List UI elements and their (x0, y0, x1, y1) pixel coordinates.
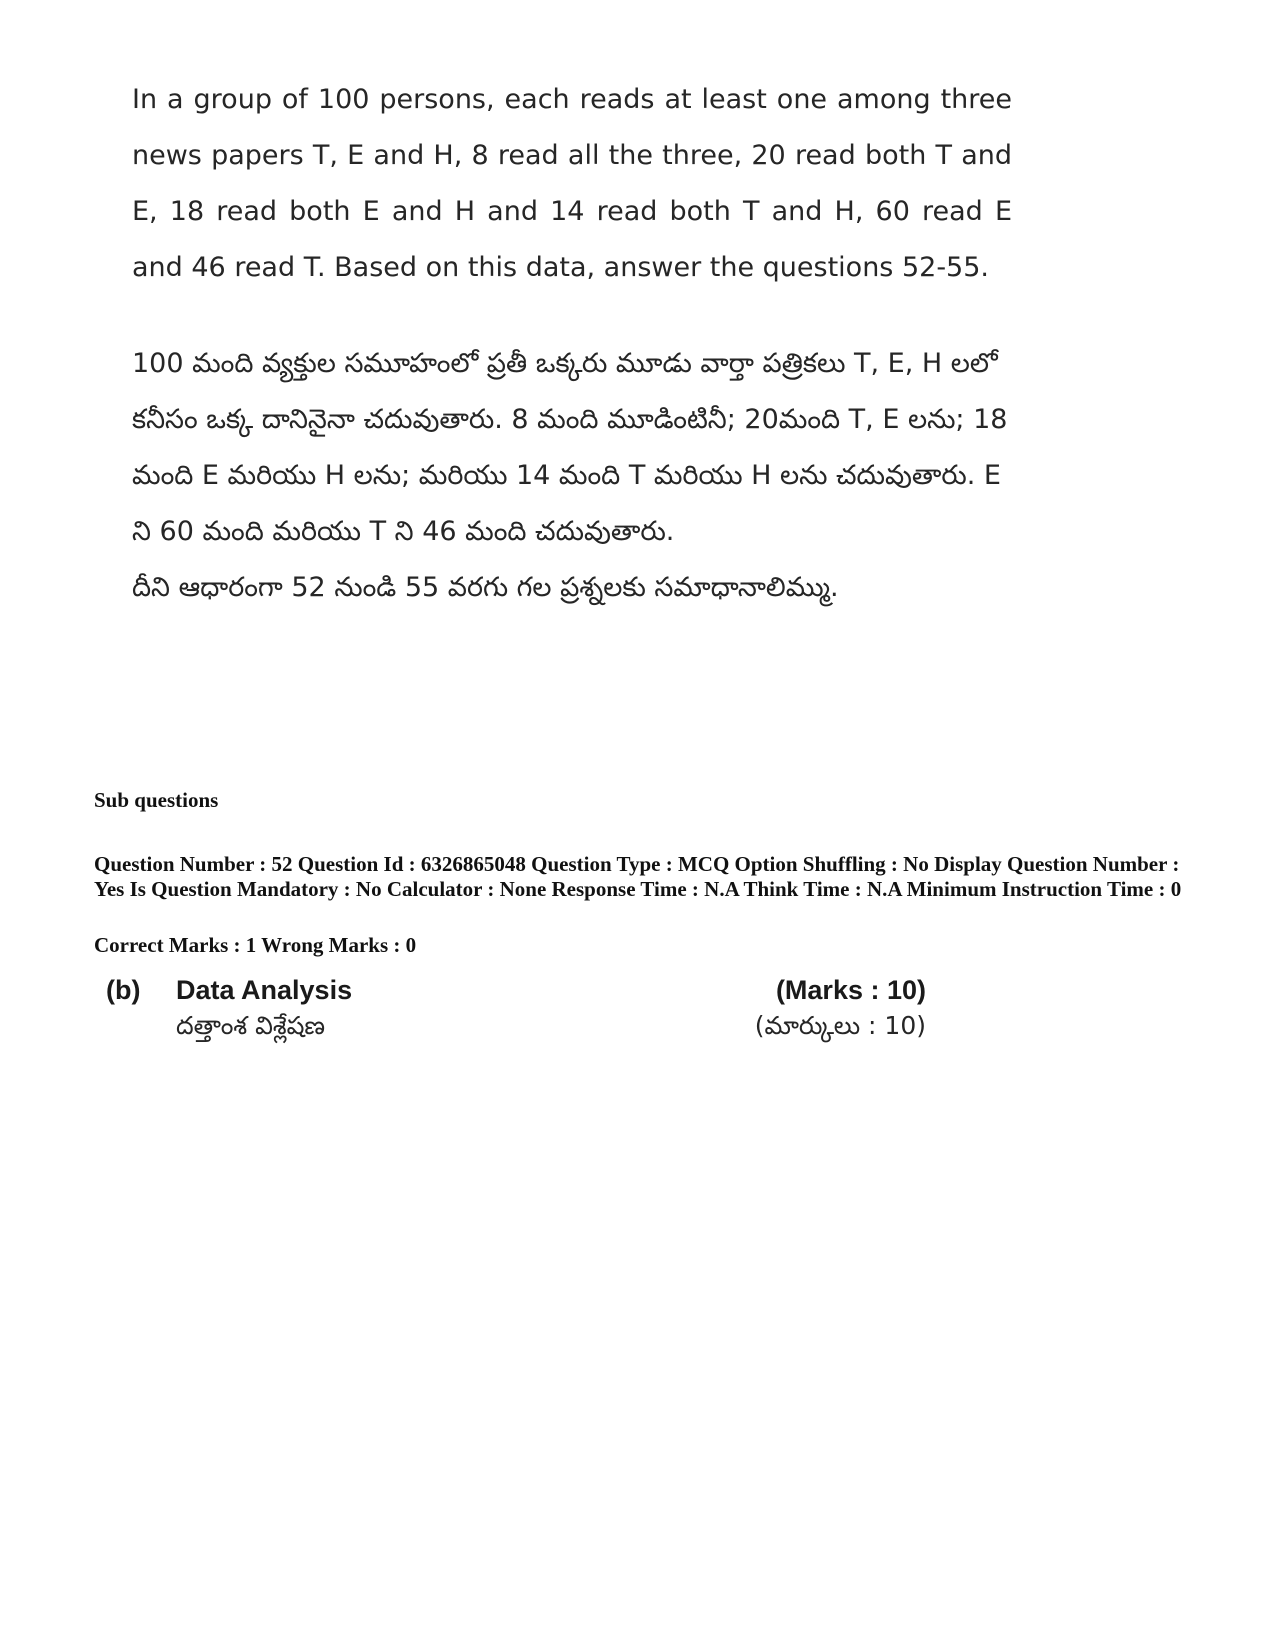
section-title-telugu: దత్తాంశ విశ్లేషణ (176, 1011, 326, 1040)
section-title-english: Data Analysis (176, 975, 353, 1005)
passage-english: In a group of 100 persons, each reads at least one among three news papers T, E and H, 8 read all the three, 20 read both T and E, 18 read both E and H and 14 read both T and H, 60 read E and 46 read T. Based on this data, answer the questions 52-55. (132, 84, 1012, 283)
sub-questions-heading: Sub questions (94, 788, 219, 812)
section-label: (b) (106, 975, 141, 1005)
marks-line: Correct Marks : 1 Wrong Marks : 0 (94, 933, 417, 957)
passage-block (132, 72, 1012, 616)
question-meta: Question Number : 52 Question Id : 6326865048 Question Type : MCQ Option Shuffling : No Display Question Number : Yes Is Question Mandatory : No Calculator : None Response Time : N.A Think Time : N.A Minimum Instruction Time : 0 (94, 852, 1182, 901)
section-marks-telugu: (మార్కులు : 10) (754, 1011, 926, 1040)
passage-telugu: 100 మంది వ్యక్తుల సమూహంలో ప్రతీ ఒక్కరు మూడు వార్తా పత్రికలు T, E, H లలో కనీసం ఒక్క దానినైనా చదువుతారు. 8 మంది మూడింటినీ; 20మంది T, E లను; 18 మంది E మరియు H లను; మరియు 14 మంది T మరియు H లను చదువుతారు. E ని 60 మంది మరియు T ని 46 మంది చదువుతారు. (132, 348, 1008, 547)
passage-telugu-instruction: దీని ఆధారంగా 52 నుండి 55 వరగు గల ప్రశ్నలకు సమాధానాలిమ్ము. (132, 572, 839, 603)
section-header (106, 975, 926, 1055)
section-marks-english: (Marks : 10) (775, 975, 926, 1005)
